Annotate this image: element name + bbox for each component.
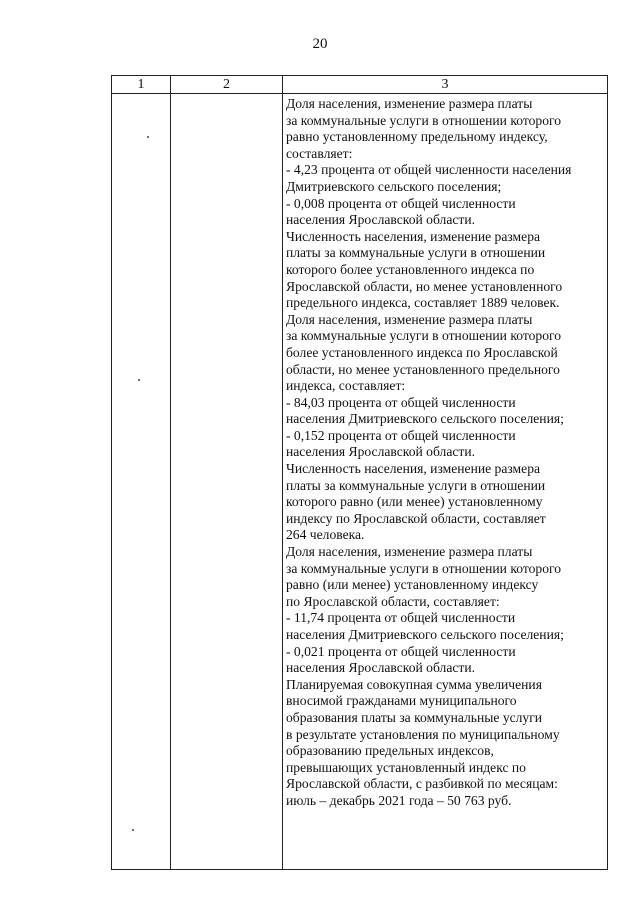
text-line: более установленного индекса по Ярославской: [286, 344, 558, 360]
text-line: равно (или менее) установленному индексу: [286, 577, 539, 593]
text-line: населения Дмитриевского сельского поселения;: [286, 411, 564, 427]
text-line: населения Дмитриевского сельского поселения;: [286, 627, 564, 642]
cell-column-3: [283, 94, 608, 870]
text-line: платы за коммунальные услуги в отношении: [286, 245, 546, 261]
text-line: превышающих установленный индекс по: [286, 759, 526, 775]
column-header-1: 1: [112, 76, 171, 94]
column-header-2: 2: [171, 76, 283, 94]
text-line: по Ярославской области, составляет:: [286, 593, 500, 609]
text-line: в результате установления по муниципальному: [286, 726, 560, 742]
text-line: - 4,23 процента от общей численности населения: [286, 162, 572, 178]
text-line: составляет:: [286, 145, 353, 161]
text-line: Дмитриевского сельского поселения;: [286, 178, 502, 194]
text-line: - 0,152 процента от общей численности: [286, 427, 516, 443]
text-line: равно установленному предельному индексу,: [286, 129, 548, 145]
text-line: области, но менее установленного предельного: [286, 361, 560, 377]
scan-speck: [138, 379, 140, 381]
cell-column-1: [112, 94, 171, 870]
text-line: за коммунальные услуги в отношении которого: [286, 112, 562, 128]
text-line: образования платы за коммунальные услуги: [286, 709, 543, 725]
text-line: Ярославской области, с разбивкой по месяцам:: [286, 776, 558, 792]
cell-column-2: [171, 94, 283, 870]
text-line: Доля населения, изменение размера платы: [286, 544, 533, 560]
text-line: Доля населения, изменение размера платы: [286, 311, 533, 327]
text-line: Численность населения, изменение размера: [286, 228, 541, 244]
table-header-row: [112, 76, 608, 94]
text-line: населения Ярославской области.: [286, 212, 476, 228]
text-line: за коммунальные услуги в отношении которого: [286, 328, 562, 344]
text-line: платы за коммунальные услуги в отношении: [286, 477, 546, 493]
cell-text: [283, 94, 607, 810]
page-number: 20: [312, 36, 328, 52]
text-line: образованию предельных индексов,: [286, 743, 494, 759]
text-line: 264 человека.: [286, 527, 365, 543]
text-line: вносимой гражданами муниципального: [286, 693, 517, 709]
text-line: предельного индекса, составляет 1889 человек.: [286, 295, 560, 311]
text-line: Доля населения, изменение размера платы: [286, 96, 533, 111]
text-line: которого равно (или менее) установленному: [286, 494, 543, 510]
table-body-row: [112, 94, 608, 870]
scan-speck: [132, 829, 134, 831]
text-line: Численность населения, изменение размера: [286, 461, 541, 477]
document-table: [111, 75, 608, 870]
text-line: населения Ярославской области.: [286, 444, 476, 460]
column-header-3: 3: [283, 76, 608, 94]
text-line: - 11,74 процента от общей численности: [286, 610, 516, 626]
text-line: населения Ярославской области.: [286, 660, 476, 676]
text-line: за коммунальные услуги в отношении которого: [286, 560, 562, 576]
text-line: - 0,008 процента от общей численности: [286, 195, 516, 211]
scan-speck: [147, 136, 149, 138]
text-line: индекса, составляет:: [286, 378, 406, 394]
text-line: июль – декабрь 2021 года – 50 763 руб.: [286, 792, 512, 808]
text-line: Ярославской области, но менее установленного: [286, 278, 563, 294]
text-line: индексу по Ярославской области, составляет: [286, 510, 546, 526]
text-line: - 84,03 процента от общей численности: [286, 394, 516, 410]
text-line: которого более установленного индекса по: [286, 261, 535, 277]
text-line: Планируемая совокупная сумма увеличения: [286, 676, 542, 692]
text-line: - 0,021 процента от общей численности: [286, 643, 516, 659]
